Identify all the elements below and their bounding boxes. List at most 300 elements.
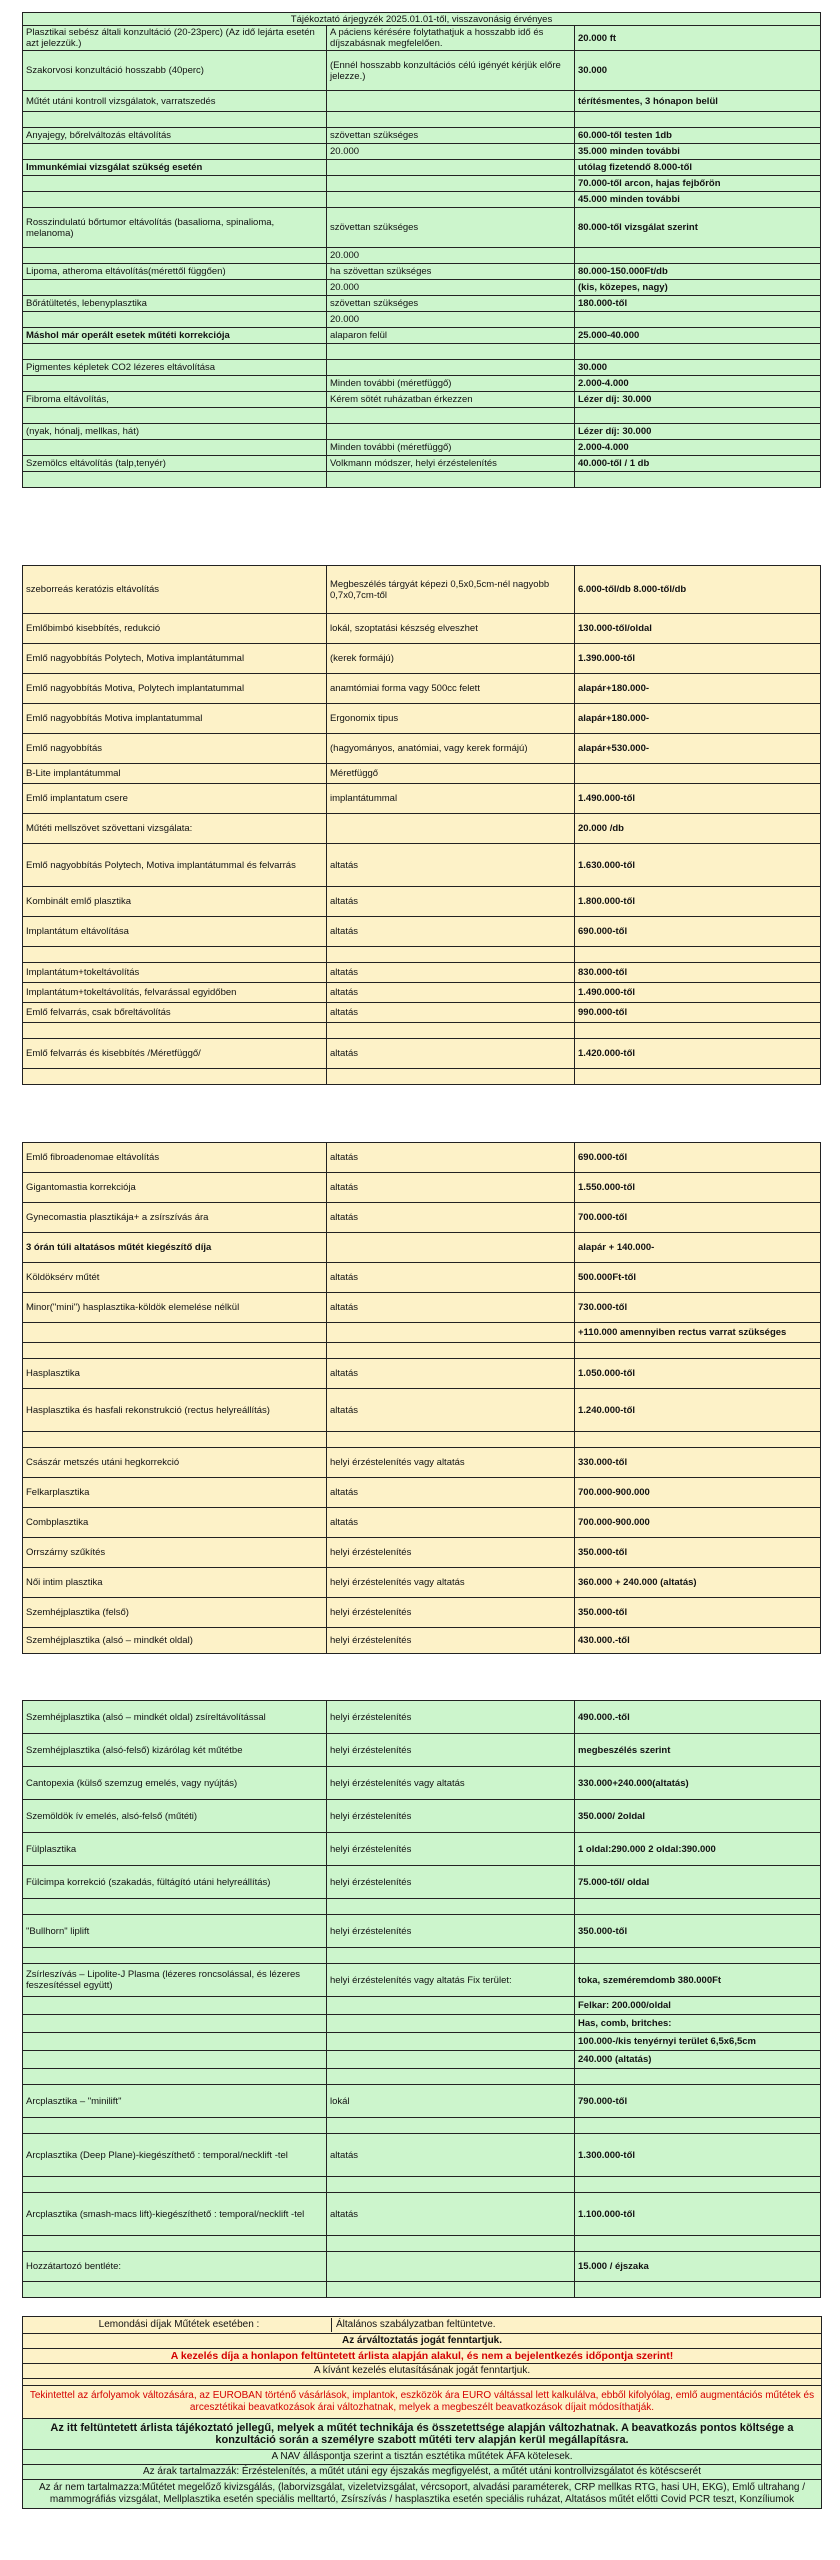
condition-cell: [327, 2177, 575, 2193]
price-cell: [575, 1899, 821, 1915]
procedure-cell: [23, 2118, 327, 2134]
price-row: [23, 2051, 821, 2069]
procedure-cell: Gigantomastia korrekciója: [23, 1173, 327, 1203]
price-cell: utólag fizetendő 8.000-től: [575, 160, 821, 176]
price-cell: Lézer díj: 30.000: [575, 392, 821, 408]
price-cell: 1.490.000-től: [575, 983, 821, 1003]
condition-cell: (kerek formájú): [327, 644, 575, 674]
condition-cell: szövettan szükséges: [327, 208, 575, 248]
price-row: [23, 1143, 821, 1173]
price-cell: +110.000 amennyiben rectus varrat szükséges: [575, 1323, 821, 1343]
price-row: [23, 1948, 821, 1964]
condition-cell: [327, 1432, 575, 1448]
price-row: [23, 1833, 821, 1866]
procedure-cell: Szemöldök ív emelés, alsó-felső (műtéti): [23, 1800, 327, 1833]
price-cell: 1.390.000-től: [575, 644, 821, 674]
price-cell: 350.000/ 2oldal: [575, 1800, 821, 1833]
price-cell: 45.000 minden további: [575, 192, 821, 208]
price-cell: alapár+180.000-: [575, 674, 821, 704]
price-row: [23, 947, 821, 963]
procedure-cell: Arcplasztika (smash-macs lift)-kiegészíthető : temporal/necklift -tel: [23, 2193, 327, 2236]
price-cell: 700.000-900.000: [575, 1478, 821, 1508]
price-cell: 990.000-től: [575, 1003, 821, 1023]
price-cell: Lézer díj: 30.000: [575, 424, 821, 440]
condition-cell: altatás: [327, 2134, 575, 2177]
procedure-cell: Szemhéjplasztika (alsó – mindkét oldal) zsíreltávolítással: [23, 1701, 327, 1734]
condition-cell: altatás: [327, 1143, 575, 1173]
price-cell: [575, 1948, 821, 1964]
price-row: [23, 566, 821, 614]
procedure-cell: Szemhéjplasztika (alsó-felső) kizárólag két műtétbe: [23, 1734, 327, 1767]
procedure-cell: Zsírleszívás – Lipolite-J Plasma (lézeres roncsolással, és lézeres feszesítéssel együtt): [23, 1964, 327, 1997]
procedure-cell: Emlőbimbó kisebbítés, redukció: [23, 614, 327, 644]
price-row: [23, 112, 821, 128]
price-row: [23, 704, 821, 734]
procedure-cell: [23, 376, 327, 392]
price-row: [23, 456, 821, 472]
procedure-cell: Szakorvosi konzultáció hosszabb (40perc): [23, 51, 327, 91]
procedure-cell: Bőrátültetés, lebenyplasztika: [23, 296, 327, 312]
condition-cell: Minden további (méretfüggő): [327, 440, 575, 456]
condition-cell: Minden további (méretfüggő): [327, 376, 575, 392]
procedure-cell: Hozzátartozó bentléte:: [23, 2252, 327, 2282]
price-cell: 1.240.000-től: [575, 1389, 821, 1432]
price-cell: [575, 1432, 821, 1448]
price-cell: 350.000-től: [575, 1598, 821, 1628]
price-row: [23, 1915, 821, 1948]
condition-cell: lokál: [327, 2085, 575, 2118]
price-cell: 350.000-től: [575, 1915, 821, 1948]
condition-cell: helyi érzéstelenítés vagy altatás Fix terület:: [327, 1964, 575, 1997]
price-row: [23, 1964, 821, 1997]
procedure-cell: Plasztikai sebész általi konzultáció (20-23perc) (Az idő lejárta esetén azt jelezzük.): [23, 26, 327, 51]
price-table-section-3: [22, 1142, 821, 1654]
procedure-cell: Emlő implantatum csere: [23, 784, 327, 814]
condition-cell: szövettan szükséges: [327, 296, 575, 312]
condition-cell: altatás: [327, 1203, 575, 1233]
condition-cell: 20.000: [327, 280, 575, 296]
price-row: [23, 1448, 821, 1478]
price-row: [23, 392, 821, 408]
procedure-cell: Emlő nagyobbítás Motiva implantatummal: [23, 704, 327, 734]
price-row: [23, 1598, 821, 1628]
price-cell: [575, 472, 821, 488]
price-row: [23, 2252, 821, 2282]
procedure-cell: [23, 2069, 327, 2085]
condition-cell: 20.000: [327, 248, 575, 264]
price-row: [23, 614, 821, 644]
condition-cell: [327, 1343, 575, 1359]
procedure-cell: Műtéti mellszövet szövettani vizsgálata:: [23, 814, 327, 844]
condition-cell: altatás: [327, 1508, 575, 1538]
vat-notice: A NAV álláspontja szerint a tisztán esztétika műtétek ÁFA kötelesek.: [23, 2450, 821, 2465]
condition-cell: helyi érzéstelenítés vagy altatás: [327, 1448, 575, 1478]
price-row: [23, 1343, 821, 1359]
price-row: [23, 1701, 821, 1734]
condition-cell: helyi érzéstelenítés vagy altatás: [327, 1568, 575, 1598]
procedure-cell: [23, 344, 327, 360]
price-cell: 80.000-150.000Ft/db: [575, 264, 821, 280]
price-row: [23, 1389, 821, 1432]
price-cell: [575, 2118, 821, 2134]
price-cell: 60.000-től testen 1db: [575, 128, 821, 144]
condition-cell: ha szövettan szükséges: [327, 264, 575, 280]
price-cell: alapár+530.000-: [575, 734, 821, 764]
procedure-cell: 3 órán túli altatásos műtét kiegészítő díja: [23, 1233, 327, 1263]
spacer: [23, 2379, 821, 2386]
price-cell: 1.630.000-től: [575, 844, 821, 887]
price-cell: 2.000-4.000: [575, 440, 821, 456]
price-row: [23, 1997, 821, 2015]
procedure-cell: [23, 1432, 327, 1448]
procedure-cell: [23, 1023, 327, 1039]
condition-cell: altatás: [327, 1003, 575, 1023]
procedure-cell: Fülplasztika: [23, 1833, 327, 1866]
procedure-cell: Női intim plasztika: [23, 1568, 327, 1598]
price-table-section-2: [22, 565, 821, 1085]
condition-cell: helyi érzéstelenítés: [327, 1866, 575, 1899]
price-row: [23, 1628, 821, 1654]
procedure-cell: Immunkémiai vizsgálat szükség esetén: [23, 160, 327, 176]
procedure-cell: [23, 144, 327, 160]
price-cell: 30.000: [575, 360, 821, 376]
price-cell: 690.000-től: [575, 917, 821, 947]
condition-cell: [327, 1023, 575, 1039]
procedure-cell: Arcplasztika (Deep Plane)-kiegészíthető : temporal/necklift -tel: [23, 2134, 327, 2177]
procedure-cell: [23, 2015, 327, 2033]
condition-cell: altatás: [327, 1293, 575, 1323]
price-row: [23, 1173, 821, 1203]
condition-cell: altatás: [327, 844, 575, 887]
price-row: [23, 1568, 821, 1598]
condition-cell: anamtómiai forma vagy 500cc felett: [327, 674, 575, 704]
included-items: Az árak tartalmazzák: Érzéstelenítés, a műtét utáni egy éjszakás megfigyelést, a műtét utáni kontrollvizsgálatot és kötéscserét: [23, 2465, 821, 2480]
price-row: [23, 1023, 821, 1039]
price-row: [23, 51, 821, 91]
price-row: [23, 983, 821, 1003]
price-row: [23, 1866, 821, 1899]
price-cell: 490.000.-től: [575, 1701, 821, 1734]
price-row: [23, 1478, 821, 1508]
procedure-cell: [23, 2282, 327, 2298]
procedure-cell: Császár metszés utáni hegkorrekció: [23, 1448, 327, 1478]
condition-cell: [327, 472, 575, 488]
procedure-cell: [23, 472, 327, 488]
procedure-cell: Műtét utáni kontroll vizsgálatok, varratszedés: [23, 91, 327, 112]
price-row: [23, 2033, 821, 2051]
price-row: [23, 2118, 821, 2134]
price-cell: 1.050.000-től: [575, 1359, 821, 1389]
price-cell: [575, 248, 821, 264]
procedure-cell: Emlő nagyobbítás Polytech, Motiva implantátummal: [23, 644, 327, 674]
procedure-cell: Szemölcs eltávolítás (talp,tenyér): [23, 456, 327, 472]
price-row: [23, 424, 821, 440]
condition-cell: altatás: [327, 917, 575, 947]
condition-cell: altatás: [327, 983, 575, 1003]
price-cell: [575, 2236, 821, 2252]
condition-cell: helyi érzéstelenítés: [327, 1701, 575, 1734]
price-row: [23, 360, 821, 376]
price-cell: 500.000Ft-től: [575, 1263, 821, 1293]
price-cell: 690.000-től: [575, 1143, 821, 1173]
price-cell: 730.000-től: [575, 1293, 821, 1323]
condition-cell: [327, 2252, 575, 2282]
price-cell: 2.000-4.000: [575, 376, 821, 392]
procedure-cell: [23, 112, 327, 128]
condition-cell: [327, 1069, 575, 1085]
procedure-cell: Implantátum+tokeltávolítás: [23, 963, 327, 983]
price-row: [23, 844, 821, 887]
price-row: [23, 440, 821, 456]
procedure-cell: [23, 280, 327, 296]
procedure-cell: [23, 947, 327, 963]
procedure-cell: B-Lite implantátummal: [23, 764, 327, 784]
price-cell: 330.000-től: [575, 1448, 821, 1478]
price-row: [23, 1323, 821, 1343]
price-cell: alapár+180.000-: [575, 704, 821, 734]
price-cell: megbeszélés szerint: [575, 1734, 821, 1767]
pricing-basis-notice: A kezelés díja a honlapon feltüntetett árlista alapján alakul, és nem a bejelentkezés időpontja szerint!: [23, 2349, 821, 2364]
condition-cell: [327, 2051, 575, 2069]
condition-cell: helyi érzéstelenítés: [327, 1628, 575, 1654]
price-row: [23, 1508, 821, 1538]
price-cell: [575, 1343, 821, 1359]
price-row: [23, 814, 821, 844]
price-cell: 20.000 /db: [575, 814, 821, 844]
price-row: [23, 1263, 821, 1293]
procedure-cell: [23, 440, 327, 456]
price-cell: [575, 1069, 821, 1085]
condition-cell: alaparon felül: [327, 328, 575, 344]
price-row: [23, 1039, 821, 1069]
procedure-cell: [23, 2051, 327, 2069]
procedure-cell: [23, 2033, 327, 2051]
condition-cell: [327, 360, 575, 376]
price-row: [23, 963, 821, 983]
condition-cell: Méretfüggő: [327, 764, 575, 784]
cancellation-label: Lemondási díjak Műtétek esetében :: [27, 2318, 332, 2332]
price-cell: [575, 2177, 821, 2193]
procedure-cell: Arcplasztika – "minilift": [23, 2085, 327, 2118]
price-row: [23, 1359, 821, 1389]
price-row: [23, 176, 821, 192]
procedure-cell: Kombinált emlő plasztika: [23, 887, 327, 917]
price-row: [23, 674, 821, 704]
price-cell: [575, 2282, 821, 2298]
price-cell: 1.800.000-től: [575, 887, 821, 917]
price-cell: 1 oldal:290.000 2 oldal:390.000: [575, 1833, 821, 1866]
procedure-cell: Máshol már operált esetek műtéti korrekciója: [23, 328, 327, 344]
price-cell: 350.000-től: [575, 1538, 821, 1568]
price-cell: [575, 764, 821, 784]
procedure-cell: Emlő nagyobbítás Motiva, Polytech implantatummal: [23, 674, 327, 704]
price-row: [23, 248, 821, 264]
price-cell: 35.000 minden további: [575, 144, 821, 160]
price-cell: 1.490.000-től: [575, 784, 821, 814]
price-cell: [575, 312, 821, 328]
price-row: [23, 2085, 821, 2118]
price-cell: 6.000-től/db 8.000-től/db: [575, 566, 821, 614]
procedure-cell: [23, 1899, 327, 1915]
refusal-right: A kívánt kezelés elutasításának jogát fenntartjuk.: [23, 2364, 821, 2379]
condition-cell: [327, 2236, 575, 2252]
price-row: [23, 328, 821, 344]
price-row: [23, 1767, 821, 1800]
price-row: [23, 734, 821, 764]
price-row: [23, 472, 821, 488]
price-row: [23, 2069, 821, 2085]
procedure-cell: Hasplasztika: [23, 1359, 327, 1389]
price-row: [23, 2177, 821, 2193]
price-row: [23, 1800, 821, 1833]
condition-cell: helyi érzéstelenítés: [327, 1833, 575, 1866]
price-row: [23, 2134, 821, 2177]
condition-cell: helyi érzéstelenítés: [327, 1538, 575, 1568]
procedure-cell: [23, 1997, 327, 2015]
price-row: [23, 1069, 821, 1085]
price-cell: 70.000-től arcon, hajas fejbőrön: [575, 176, 821, 192]
price-row: [23, 296, 821, 312]
procedure-cell: Felkarplasztika: [23, 1478, 327, 1508]
procedure-cell: Lipoma, atheroma eltávolítás(mérettől függően): [23, 264, 327, 280]
price-table-section-4: [22, 1700, 821, 2298]
price-cell: toka, szeméremdomb 380.000Ft: [575, 1964, 821, 1997]
condition-cell: implantátummal: [327, 784, 575, 814]
condition-cell: helyi érzéstelenítés: [327, 1915, 575, 1948]
condition-cell: [327, 91, 575, 112]
price-row: [23, 128, 821, 144]
condition-cell: altatás: [327, 1263, 575, 1293]
procedure-cell: Szemhéjplasztika (alsó – mindkét oldal): [23, 1628, 327, 1654]
procedure-cell: Fülcimpa korrekció (szakadás, fültágító utáni helyreállítás): [23, 1866, 327, 1899]
price-row: [23, 408, 821, 424]
procedure-cell: Köldöksérv műtét: [23, 1263, 327, 1293]
page-title: Tájékoztató árjegyzék 2025.01.01-től, visszavonásig érvényes: [23, 13, 821, 27]
price-cell: 30.000: [575, 51, 821, 91]
condition-cell: szövettan szükséges: [327, 128, 575, 144]
price-cell: [575, 2069, 821, 2085]
price-row: [23, 264, 821, 280]
disclaimer-notice: Az itt feltüntetett árlista tájékoztató jellegű, melyek a műtét technikája és összetettsége alapján változhatnak. A beavatkozás pontos költsége a konzultáció során a személyre szabott műtéti terv alapján kerül megállapításra.: [23, 2419, 821, 2450]
price-row: [23, 2282, 821, 2298]
condition-cell: helyi érzéstelenítés: [327, 1734, 575, 1767]
price-cell: 700.000-900.000: [575, 1508, 821, 1538]
condition-cell: lokál, szoptatási készség elveszhet: [327, 614, 575, 644]
price-row: [23, 312, 821, 328]
price-cell: Felkar: 200.000/oldal: [575, 1997, 821, 2015]
price-cell: 790.000-től: [575, 2085, 821, 2118]
condition-cell: altatás: [327, 1173, 575, 1203]
price-cell: 1.100.000-től: [575, 2193, 821, 2236]
condition-cell: A páciens kérésére folytathatjuk a hosszabb idő és díjszabásnak megfelelően.: [327, 26, 575, 51]
price-cell: 1.550.000-től: [575, 1173, 821, 1203]
price-row: [23, 887, 821, 917]
price-row: [23, 2015, 821, 2033]
cancellation-row: [23, 2317, 821, 2334]
condition-cell: [327, 424, 575, 440]
price-row: [23, 1899, 821, 1915]
procedure-cell: Minor("mini") hasplasztika-köldök elemelése nélkül: [23, 1293, 327, 1323]
condition-cell: [327, 2282, 575, 2298]
price-cell: 830.000-től: [575, 963, 821, 983]
condition-cell: 20.000: [327, 312, 575, 328]
condition-cell: helyi érzéstelenítés vagy altatás: [327, 1767, 575, 1800]
price-cell: 430.000.-től: [575, 1628, 821, 1654]
price-row: [23, 26, 821, 51]
condition-cell: [327, 2118, 575, 2134]
price-row: [23, 2193, 821, 2236]
condition-cell: Ergonomix tipus: [327, 704, 575, 734]
price-cell: [575, 344, 821, 360]
condition-cell: (hagyományos, anatómiai, vagy kerek formájú): [327, 734, 575, 764]
procedure-cell: Pigmentes képletek CO2 lézeres eltávolítása: [23, 360, 327, 376]
condition-cell: [327, 2033, 575, 2051]
condition-cell: altatás: [327, 1389, 575, 1432]
price-cell: 1.420.000-től: [575, 1039, 821, 1069]
price-cell: 40.000-től / 1 db: [575, 456, 821, 472]
procedure-cell: [23, 408, 327, 424]
price-cell: 330.000+240.000(altatás): [575, 1767, 821, 1800]
condition-cell: altatás: [327, 2193, 575, 2236]
price-cell: [575, 947, 821, 963]
price-row: [23, 2236, 821, 2252]
price-cell: 700.000-től: [575, 1203, 821, 1233]
price-row: [23, 1432, 821, 1448]
price-cell: [575, 112, 821, 128]
price-row: [23, 208, 821, 248]
procedure-cell: Emlő nagyobbítás Polytech, Motiva implantátummal és felvarrás: [23, 844, 327, 887]
condition-cell: [327, 160, 575, 176]
procedure-cell: Hasplasztika és hasfali rekonstrukció (rectus helyreállítás): [23, 1389, 327, 1432]
currency-notice: Tekintettel az árfolyamok változására, az EUROBAN történő vásárlások, implantok, eszközök ára EURO váltással lett kalkulálva, ebből kifolyólag, emlő augmentációs műtétek és arcesztétikai beavatkozások árai változhatnak, melyek a megbeszélt beavatkozások díjait módosíthatják.: [23, 2386, 821, 2419]
price-row: [23, 1003, 821, 1023]
price-row: [23, 917, 821, 947]
procedure-cell: Cantopexia (külső szemzug emelés, vagy nyújtás): [23, 1767, 327, 1800]
condition-cell: altatás: [327, 1359, 575, 1389]
terms-footer: [22, 2316, 822, 2509]
procedure-cell: (nyak, hónalj, mellkas, hát): [23, 424, 327, 440]
condition-cell: helyi érzéstelenítés: [327, 1800, 575, 1833]
price-table-section-1: [22, 25, 821, 488]
condition-cell: [327, 1233, 575, 1263]
condition-cell: [327, 408, 575, 424]
condition-cell: [327, 1899, 575, 1915]
condition-cell: altatás: [327, 887, 575, 917]
procedure-cell: [23, 176, 327, 192]
price-cell: 240.000 (altatás): [575, 2051, 821, 2069]
price-row: [23, 764, 821, 784]
price-row: [23, 280, 821, 296]
price-row: [23, 344, 821, 360]
condition-cell: [327, 2069, 575, 2085]
price-cell: 130.000-től/oldal: [575, 614, 821, 644]
procedure-cell: [23, 192, 327, 208]
procedure-cell: Combplasztika: [23, 1508, 327, 1538]
price-row: [23, 1293, 821, 1323]
price-row: [23, 644, 821, 674]
price-cell: 180.000-től: [575, 296, 821, 312]
procedure-cell: Orrszárny szűkítés: [23, 1538, 327, 1568]
price-cell: térítésmentes, 3 hónapon belül: [575, 91, 821, 112]
procedure-cell: Emlő felvarrás és kisebbítés /Méretfüggő/: [23, 1039, 327, 1069]
price-row: [23, 1538, 821, 1568]
procedure-cell: Anyajegy, bőrelváltozás eltávolítás: [23, 128, 327, 144]
condition-cell: altatás: [327, 963, 575, 983]
price-cell: 1.300.000-től: [575, 2134, 821, 2177]
procedure-cell: Implantátum+tokeltávolítás, felvarással egyidőben: [23, 983, 327, 1003]
condition-cell: [327, 192, 575, 208]
procedure-cell: Implantátum eltávolítása: [23, 917, 327, 947]
